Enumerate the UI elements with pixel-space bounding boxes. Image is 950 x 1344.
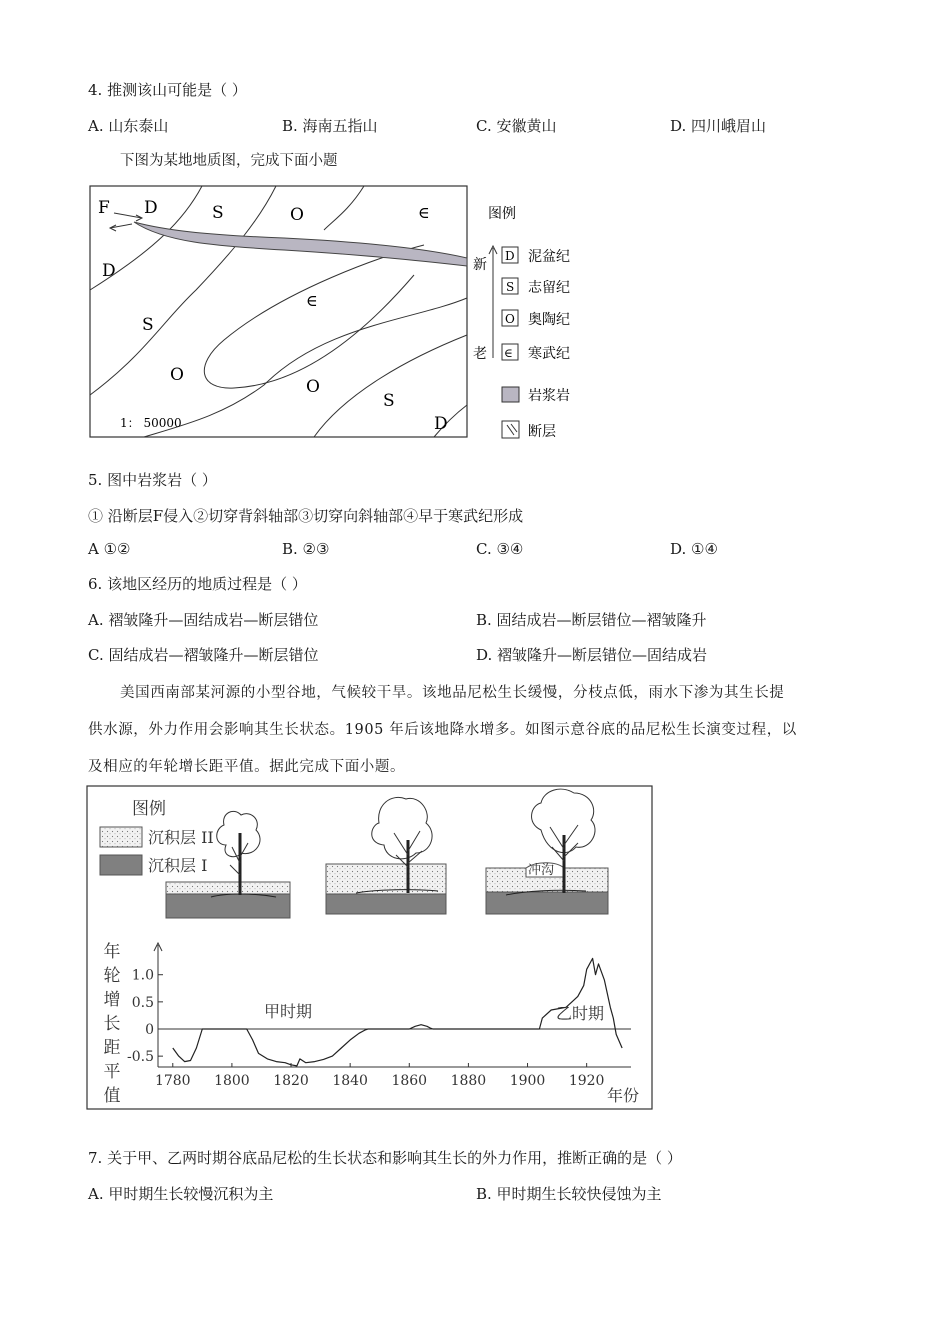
- legend-symbol-c: ∈: [504, 346, 513, 360]
- legend-title: 图例: [488, 206, 516, 222]
- q4-option-c: C. 安徽黄山: [476, 117, 557, 135]
- q7-option-b: B. 甲时期生长较快侵蚀为主: [476, 1185, 662, 1203]
- pine-figure: [86, 785, 654, 1111]
- pine-legend-layer1: 沉积层 I: [148, 856, 208, 875]
- gully-label: 冲沟: [528, 863, 555, 878]
- q6-option-d: D. 褶皱隆升—断层错位—固结成岩: [476, 646, 708, 664]
- ylabel-char: 增: [103, 990, 121, 1010]
- q7-stem: 7. 关于甲、乙两时期谷底品尼松的生长状态和影响其生长的外力作用，推断正确的是（ ）: [88, 1149, 682, 1167]
- q5-option-b: B. ②③: [282, 540, 330, 558]
- fault-symbol-icon: [507, 424, 517, 435]
- q4-option-d: D. 四川峨眉山: [670, 117, 767, 135]
- y-tick-label: 0: [145, 1022, 154, 1038]
- y-tick-label: 0.5: [131, 994, 154, 1011]
- legend-label-silurian: 志留纪: [528, 280, 570, 296]
- legend-old: 老: [473, 346, 487, 362]
- x-tick-label: 1840: [332, 1073, 368, 1089]
- period-b-label: 乙时期: [556, 1004, 605, 1023]
- map-label-s3: S: [383, 391, 395, 411]
- ylabel-char: 平: [103, 1062, 121, 1082]
- x-tick-label: 1900: [509, 1073, 546, 1089]
- q6-option-c: C. 固结成岩—褶皱隆升—断层错位: [88, 646, 319, 664]
- chart-ylabel: [104, 941, 121, 1106]
- q4-option-a: A. 山东泰山: [88, 117, 169, 135]
- q6-option-b: B. 固结成岩—断层错位—褶皱隆升: [476, 611, 707, 629]
- period-a-label: 甲时期: [264, 1002, 313, 1021]
- legend-symbol-d: D: [505, 249, 515, 263]
- x-tick-label: 1860: [391, 1073, 428, 1089]
- pine-intro-line-1: 美国西南部某河源的小型谷地，气候较干旱。该地品尼松生长缓慢，分枝点低，雨水下渗为其生长提: [120, 685, 785, 701]
- magma-intrusion: [134, 222, 467, 266]
- map-label-d1: D: [144, 198, 158, 218]
- q5-statements: ① 沿断层F侵入②切穿背斜轴部③切穿向斜轴部④早于寒武纪形成: [88, 507, 524, 525]
- q5-stem: 5. 图中岩浆岩（ ）: [88, 471, 217, 489]
- q5-option-a: A ①②: [88, 540, 131, 558]
- pine-intro-line-2: 供水源，外力作用会影响其生长状态。1905 年后该地降水增多。如图示意谷底的品尼松生长演变过程，以: [88, 722, 797, 738]
- map-label-o3: O: [306, 377, 320, 397]
- geology-map: [84, 180, 604, 445]
- pine-legend-layer2: 沉积层 II: [148, 828, 214, 847]
- legend-label-cambrian: 寒武纪: [528, 346, 570, 362]
- legend-label-devonian: 泥盆纪: [528, 249, 570, 265]
- map-label-c2: ∈: [306, 291, 318, 310]
- map-label-d2: D: [102, 261, 116, 281]
- q6-option-a: A. 褶皱隆升—固结成岩—断层错位: [88, 611, 319, 629]
- x-tick-label: 1780: [154, 1073, 191, 1089]
- legend-label-ordovician: 奥陶纪: [528, 312, 570, 328]
- map-scale: 1： 50000: [120, 416, 182, 430]
- map-label-o1: O: [290, 205, 304, 225]
- ylabel-char: 长: [103, 1014, 121, 1034]
- x-tick-label: 1920: [568, 1073, 605, 1089]
- legend-label-magma: 岩浆岩: [528, 388, 570, 404]
- q4-stem: 4. 推测该山可能是（ ）: [88, 81, 247, 99]
- map-label-s2: S: [142, 315, 154, 335]
- legend-symbol-s: S: [506, 280, 515, 294]
- q6-stem: 6. 该地区经历的地质过程是（ ）: [88, 575, 307, 593]
- y-tick-label: -0.5: [127, 1049, 154, 1066]
- q5-option-d: D. ①④: [670, 540, 718, 558]
- map-label-c1: ∈: [418, 203, 430, 222]
- ylabel-char: 轮: [103, 966, 121, 986]
- map-label-fault: F: [98, 198, 110, 218]
- ylabel-char: 值: [103, 1086, 121, 1106]
- map-label-s1: S: [212, 203, 224, 223]
- pine-legend-title: 图例: [132, 799, 166, 819]
- ylabel-char: 距: [103, 1038, 121, 1058]
- x-tick-label: 1880: [450, 1073, 487, 1089]
- x-axis-title: 年份: [607, 1086, 640, 1105]
- map-label-o2: O: [170, 365, 184, 385]
- q4-option-b: B. 海南五指山: [282, 117, 378, 135]
- map-label-d3: D: [434, 414, 448, 434]
- legend-symbol-o: O: [505, 312, 515, 326]
- q5-option-c: C. ③④: [476, 540, 524, 558]
- geo-intro: 下图为某地地质图，完成下面小题: [120, 153, 338, 169]
- ylabel-char: 年: [103, 942, 121, 962]
- x-tick-label: 1800: [214, 1073, 250, 1089]
- y-tick-label: 1.0: [131, 967, 154, 984]
- legend-label-fault: 断层: [528, 424, 556, 440]
- pine-intro-line-3: 及相应的年轮增长距平值。据此完成下面小题。: [88, 759, 406, 775]
- legend-new: 新: [473, 257, 487, 273]
- x-tick-label: 1820: [273, 1073, 309, 1089]
- q7-option-a: A. 甲时期生长较慢沉积为主: [88, 1185, 274, 1203]
